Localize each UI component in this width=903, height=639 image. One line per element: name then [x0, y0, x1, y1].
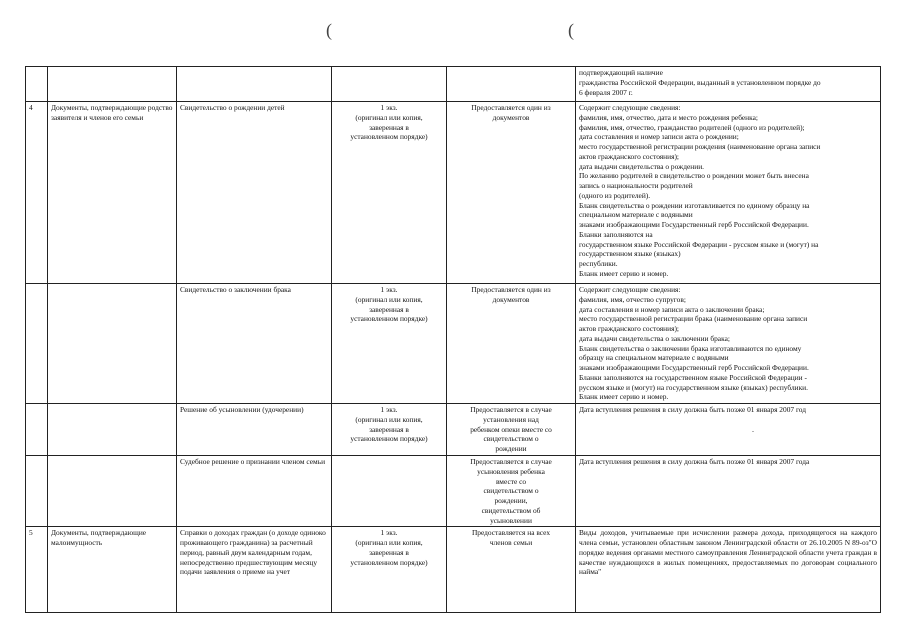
document-requirements-line: знаками изображающими Государственный герб Российской Федерации. [579, 363, 809, 373]
submission-condition [447, 404, 576, 456]
submission-condition-line: установления над [483, 414, 539, 424]
document-name: Свидетельство о заключении брака [177, 284, 332, 404]
document-category [48, 456, 177, 527]
submission-condition-line: членов семьи [489, 538, 533, 548]
document-requirements-line: республики. [579, 259, 618, 269]
documents-table [25, 66, 881, 613]
document-requirements-line: фамилия, имя, отчество супругов; [579, 294, 686, 304]
submission-condition-line: Предоставляется один из [471, 285, 551, 294]
submission-condition-line: Предоставляется в случае [470, 405, 552, 415]
document-requirements-line: Бланки заполняются на [579, 229, 653, 239]
submission-condition-line: документов [492, 112, 530, 122]
header-mark-right: ( [568, 20, 574, 40]
document-name [177, 67, 332, 102]
document-requirements [576, 102, 881, 284]
document-category [48, 404, 177, 456]
document-quantity [332, 404, 447, 456]
document-quantity-line: 1 экз. [380, 103, 398, 112]
row-number: 5 [26, 527, 48, 613]
submission-condition-line: вместе со [495, 476, 527, 486]
submission-condition-line: Предоставляется в случае [470, 457, 552, 467]
submission-condition [447, 102, 576, 284]
document-requirements-line: дата составления и номер записи акта о заключении брака; [579, 304, 765, 314]
document-requirements-line: образцу на специальном материале с водяными [579, 353, 729, 363]
document-quantity-line: (оригинал или копия, [355, 538, 423, 548]
table-row [26, 456, 881, 527]
header-mark-left: ( [326, 20, 332, 40]
document-requirements-line: По желанию родителей в свидетельство о рождении может быть внесена [579, 171, 809, 181]
document-quantity [332, 456, 447, 527]
document-quantity [332, 527, 447, 613]
submission-condition-line: свидетельством об [481, 505, 541, 515]
table-row [26, 527, 881, 613]
document-requirements-line: запись о национальности родителей [579, 181, 693, 191]
document-requirements [576, 404, 881, 456]
document-quantity-line: установленном порядке) [350, 132, 428, 142]
document-requirements-line: специальном материале с водяными [579, 210, 693, 220]
document-category: Документы, подтверждающие малоимущность [48, 527, 177, 613]
document-requirements-line: Дата вступления решения в силу должна быть позже 01 января 2007 года [579, 457, 810, 467]
document-requirements-line: государственном языке Российской Федерации - русском языке и (могут) на [579, 239, 819, 249]
document-requirements-line: актов гражданского состояния); [579, 324, 679, 334]
document-requirements-line: актов гражданского состояния); [579, 151, 679, 161]
document-category [48, 284, 177, 404]
document-requirements: Виды доходов, учитываемые при исчислении размера дохода, приходящегося на каждого члена семьи, установлен областным законом Ленинградской области от 26.10.2005 N 89-оз"О порядке ведения органами местного самоуправления Ленинградской области учета граждан в качестве нуждающихся в жилых помещениях, предоставляемых по договорам социального найма" [576, 527, 881, 613]
row-number [26, 456, 48, 527]
document-name: Решение об усыновлении (удочерении) [177, 404, 332, 456]
document-requirements-line: государственном языке (языках) [579, 249, 681, 259]
submission-condition-line: усыновлении [490, 515, 532, 525]
document-quantity-line: установленном порядке) [350, 557, 428, 567]
document-quantity-line: 1 экз. [380, 528, 398, 538]
document-quantity-line: заверенная в [369, 304, 409, 314]
document-requirements-line: Дата вступления решения в силу должна быть позже 01 января 2007 год [579, 405, 807, 415]
document-requirements [576, 284, 881, 404]
submission-condition-line: усыновления ребенка [477, 466, 545, 476]
submission-condition [447, 527, 576, 613]
submission-condition-line: Предоставляется один из [471, 103, 551, 112]
table-row [26, 284, 881, 404]
document-name: Свидетельство о рождении детей [177, 102, 332, 284]
document-requirements-line: дата выдачи свидетельства о заключении брака; [579, 333, 730, 343]
document-requirements-line: Бланк свидетельства о рождении изготавливается по единому образцу на [579, 200, 810, 210]
document-requirements-line: знаками изображающими Государственный герб Российской Федерации. [579, 220, 809, 230]
document-quantity-line: установленном порядке) [350, 314, 428, 324]
document-quantity-line: 1 экз. [380, 405, 398, 415]
submission-condition-line: рождении [495, 444, 527, 454]
document-requirements-line: место государственной регистрации брака (наименование органа записи [579, 314, 808, 324]
document-requirements-line: Бланк имеет серию и номер. [579, 269, 669, 279]
submission-condition-line: документов [492, 294, 530, 304]
document-category: Документы, подтверждающие родство заявителя и членов его семьи [48, 102, 177, 284]
document-requirements-line: Содержит следующие сведения: [579, 103, 681, 112]
document-quantity-line: заверенная в [369, 122, 409, 132]
document-quantity [332, 284, 447, 404]
document-requirements-line: 6 февраля 2007 г. [579, 87, 633, 97]
document-requirements-line: фамилия, имя, отчество, дата и место рождения ребенка; [579, 112, 758, 122]
table-row [26, 67, 881, 102]
document-requirements-line: дата выдачи свидетельства о рождении. [579, 161, 704, 171]
document-category [48, 67, 177, 102]
row-number [26, 284, 48, 404]
document-quantity-line: заверенная в [369, 424, 409, 434]
document-name: Судебное решение о признании членом семьи [177, 456, 332, 527]
document-requirements [576, 456, 881, 527]
document-requirements-line: Бланк имеет серию и номер. [579, 392, 669, 402]
submission-condition [447, 456, 576, 527]
document-quantity-line: заверенная в [369, 547, 409, 557]
document-name: Справки о доходах граждан (о доходе одиноко проживающего гражданина) за расчетный период, равный двум календарным годам, непосредственно предшествующим месяцу подачи заявления о приеме на учет [177, 527, 332, 613]
row-number [26, 404, 48, 456]
document-requirements-line: дата составления и номер записи акта о рождении; [579, 132, 739, 142]
document-quantity-line: (оригинал или копия, [355, 112, 423, 122]
document-requirements-line: гражданства Российской Федерации, выданный в установленном порядке до [579, 77, 821, 87]
document-requirements-line: Бланки заполняются на государственном языке Российской Федерации - [579, 372, 807, 382]
row-number: 4 [26, 102, 48, 284]
document-quantity-line: 1 экз. [380, 285, 398, 294]
table-row [26, 102, 881, 284]
document-requirements [576, 67, 881, 102]
document-requirements-line: Содержит следующие сведения: [579, 285, 681, 294]
document-requirements-line: место государственной регистрации рождения (наименование органа записи [579, 142, 821, 152]
document-quantity-line: установленном порядке) [350, 434, 428, 444]
submission-condition-line: свидетельством о [483, 486, 539, 496]
document-requirements-line: русском языке и (могут) на государственном языке (языках) республики. [579, 382, 808, 392]
submission-condition [447, 284, 576, 404]
submission-condition-line: рождении, [494, 496, 528, 506]
document-requirements-line: фамилия, имя, отчество, гражданство родителей (одного из родителей); [579, 122, 805, 132]
document-quantity [332, 67, 447, 102]
row-number [26, 67, 48, 102]
submission-condition-line: свидетельством о [483, 434, 539, 444]
scan-speck: . [752, 425, 754, 434]
document-quantity-line: (оригинал или копия, [355, 414, 423, 424]
submission-condition-line: Предоставляется на всех [471, 528, 551, 538]
submission-condition-line: ребенком опеки вместе со [470, 424, 552, 434]
submission-condition [447, 67, 576, 102]
document-quantity-line: (оригинал или копия, [355, 294, 423, 304]
document-requirements-line: Бланк свидетельства о заключении брака изготавливаются по единому [579, 343, 802, 353]
document-quantity [332, 102, 447, 284]
document-requirements-line: подтверждающий наличие [579, 68, 663, 77]
document-requirements-line: (одного из родителей). [579, 190, 651, 200]
